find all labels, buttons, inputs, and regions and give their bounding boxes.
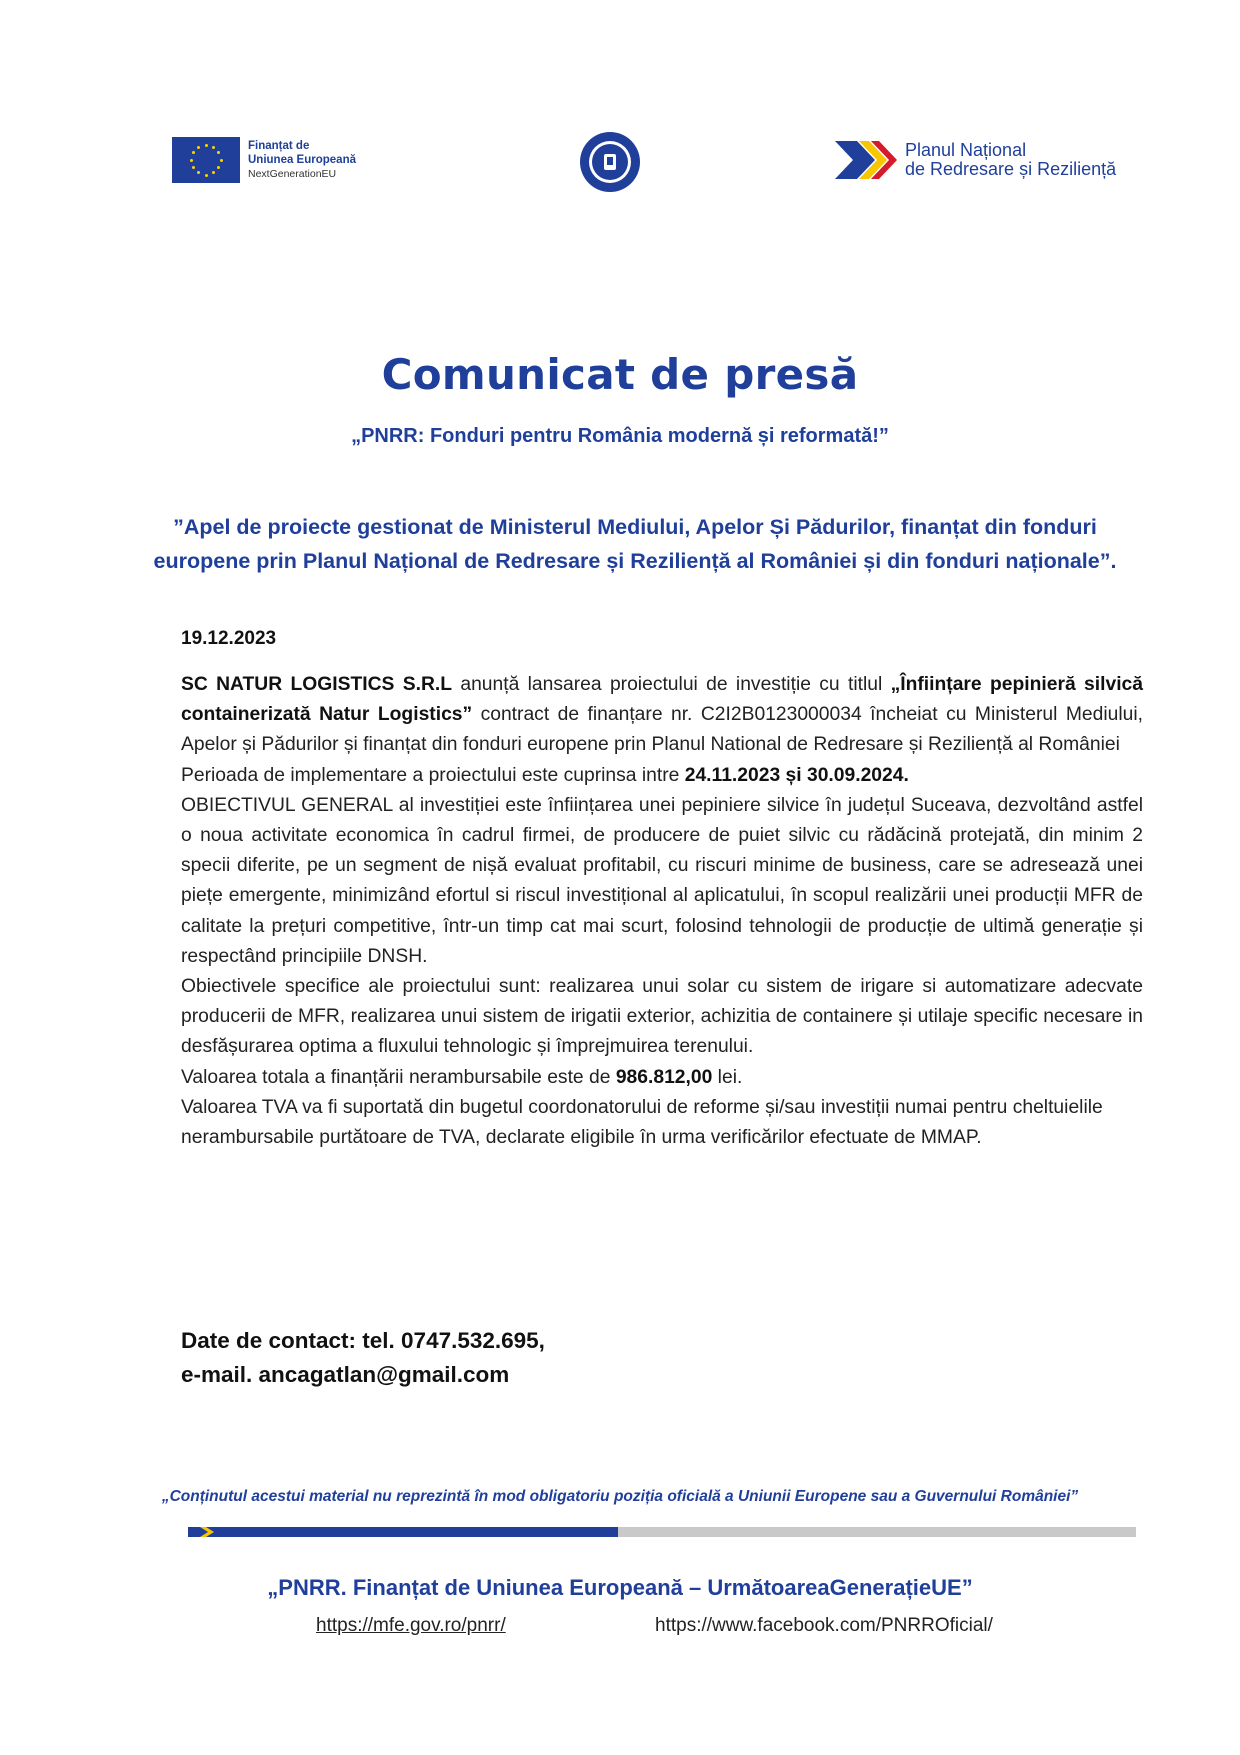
funding-value bbox=[181, 1063, 1143, 1093]
eu-star-icon bbox=[217, 151, 220, 154]
announcement-text-b: contract de finanțare nr. C2I2B0123000034 încheiat cu Ministerul Mediului, Apelor și Pădurilor și finanțat din fonduri europene prin Planul National de Redresare și Reziliență al României bbox=[181, 704, 1143, 756]
project-title: „Înființare pepinieră silvică containerizată Natur Logistics” bbox=[181, 674, 1143, 726]
contact-email: e-mail. ancagatlan@gmail.com bbox=[181, 1362, 510, 1387]
period-dates: 24.11.2023 și 30.09.2024. bbox=[684, 764, 909, 786]
eu-star-icon bbox=[197, 146, 200, 149]
value-text-a: Valoarea totala a finanțării nerambursabile este de bbox=[181, 1066, 616, 1088]
value-text-b: lei. bbox=[712, 1066, 743, 1088]
pnrr-line2: de Redresare și Reziliență bbox=[905, 159, 1117, 179]
pnrr-arrow-icon bbox=[835, 141, 897, 179]
contact-phone: Date de contact: tel. 0747.532.695, bbox=[181, 1328, 545, 1353]
page-title: Comunicat de presă bbox=[381, 350, 859, 399]
eu-line1: Finanțat de bbox=[248, 140, 310, 152]
company-name: SC NATUR LOGISTICS S.R.L bbox=[181, 674, 453, 695]
facebook-link[interactable]: https://www.facebook.com/PNRROficial/ bbox=[655, 1615, 993, 1636]
pnrr-line1: Planul Național bbox=[905, 140, 1027, 160]
project-call-heading: ”Apel de proiecte gestionat de Ministerul Mediului, Apelor Și Pădurilor, finanțat din fonduri europene prin Planul Național de Redresare și Reziliență al României și din fonduri naționale”. bbox=[153, 515, 1117, 573]
eu-star-icon bbox=[197, 171, 200, 174]
eu-star-icon bbox=[192, 151, 195, 154]
pnrr-logo-text bbox=[905, 141, 1116, 179]
eu-funding-logo bbox=[172, 137, 356, 183]
release-date: 19.12.2023 bbox=[181, 628, 277, 649]
mfe-link[interactable]: https://mfe.gov.ro/pnrr/ bbox=[316, 1615, 506, 1636]
implementation-period bbox=[181, 761, 1143, 791]
eu-funding-text bbox=[248, 139, 356, 181]
eu-star-icon bbox=[190, 159, 193, 162]
press-release-body bbox=[181, 670, 1143, 1153]
eu-disclaimer: „Conținutul acestui material nu reprezintă în mod obligatoriu poziția oficială a Uniunii Europene sau a Guvernului României” bbox=[161, 1488, 1079, 1505]
announcement-text-a: anunță lansarea proiectului de investiție cu titlul bbox=[452, 674, 891, 695]
eu-line2: Uniunea Europeană bbox=[248, 154, 356, 166]
pnrr-logo bbox=[835, 141, 1116, 179]
eu-flag-icon bbox=[172, 137, 240, 183]
value-amount: 986.812,00 bbox=[615, 1066, 713, 1088]
vat-paragraph: Valoarea TVA va fi suportată din bugetul coordonatorului de reforme și/sau investiții numai pentru cheltuielile nerambursabile purtătoare de TVA, declarate eligibile în urma verificărilor efectuate de MMAP. bbox=[181, 1096, 1103, 1149]
footer-slogan: „PNRR. Finanțat de Uniunea Europeană – UrmătoareaGenerațieUE” bbox=[267, 1575, 973, 1600]
eu-line3: NextGenerationEU bbox=[248, 168, 337, 180]
announcement-paragraph bbox=[181, 670, 1143, 761]
eu-star-icon bbox=[212, 146, 215, 149]
eu-star-icon bbox=[205, 144, 208, 147]
eu-star-icon bbox=[217, 166, 220, 169]
period-text: Perioada de implementare a proiectului este cuprinsa intre bbox=[181, 764, 685, 786]
page-subtitle: „PNRR: Fonduri pentru România modernă și reformată!” bbox=[351, 425, 889, 447]
guvernul-romaniei-seal-icon bbox=[579, 131, 641, 193]
eu-star-icon bbox=[220, 159, 223, 162]
specific-objectives: Obiectivele specifice ale proiectului sunt: realizarea unui solar cu sistem de irigare si automatizare adecvate producerii de MFR, realizarea unui sistem de irigatii exterior, achizitia de containere și utilaje specific necesare in desfășurarea optima a fluxului tehnologic și împrejmuirea terenului. bbox=[181, 976, 1143, 1058]
eu-star-icon bbox=[205, 174, 208, 177]
general-objective: OBIECTIVUL GENERAL al investiției este înființarea unei pepiniere silvice în județul Suceava, dezvoltând astfel o noua activitate economica în cadrul firmei, de producere de puiet silvic cu rădăcină protejată, din minim 2 specii diferite, pe un segment de nișă evaluat profitabil, cu riscuri minime de business, care se adresează unei piețe emergente, minimizând efortul si riscul investițional al aplicatului, în scopul realizării unei producții MFR de calitate la prețuri competitive, într-un timp cat mai scurt, folosind tehnologii de producție de ultimă generație și respectând principiile DNSH. bbox=[181, 794, 1143, 967]
eu-star-icon bbox=[192, 166, 195, 169]
contact-block bbox=[181, 1324, 545, 1392]
eu-star-icon bbox=[212, 171, 215, 174]
footer-color-bar bbox=[188, 1527, 1136, 1537]
